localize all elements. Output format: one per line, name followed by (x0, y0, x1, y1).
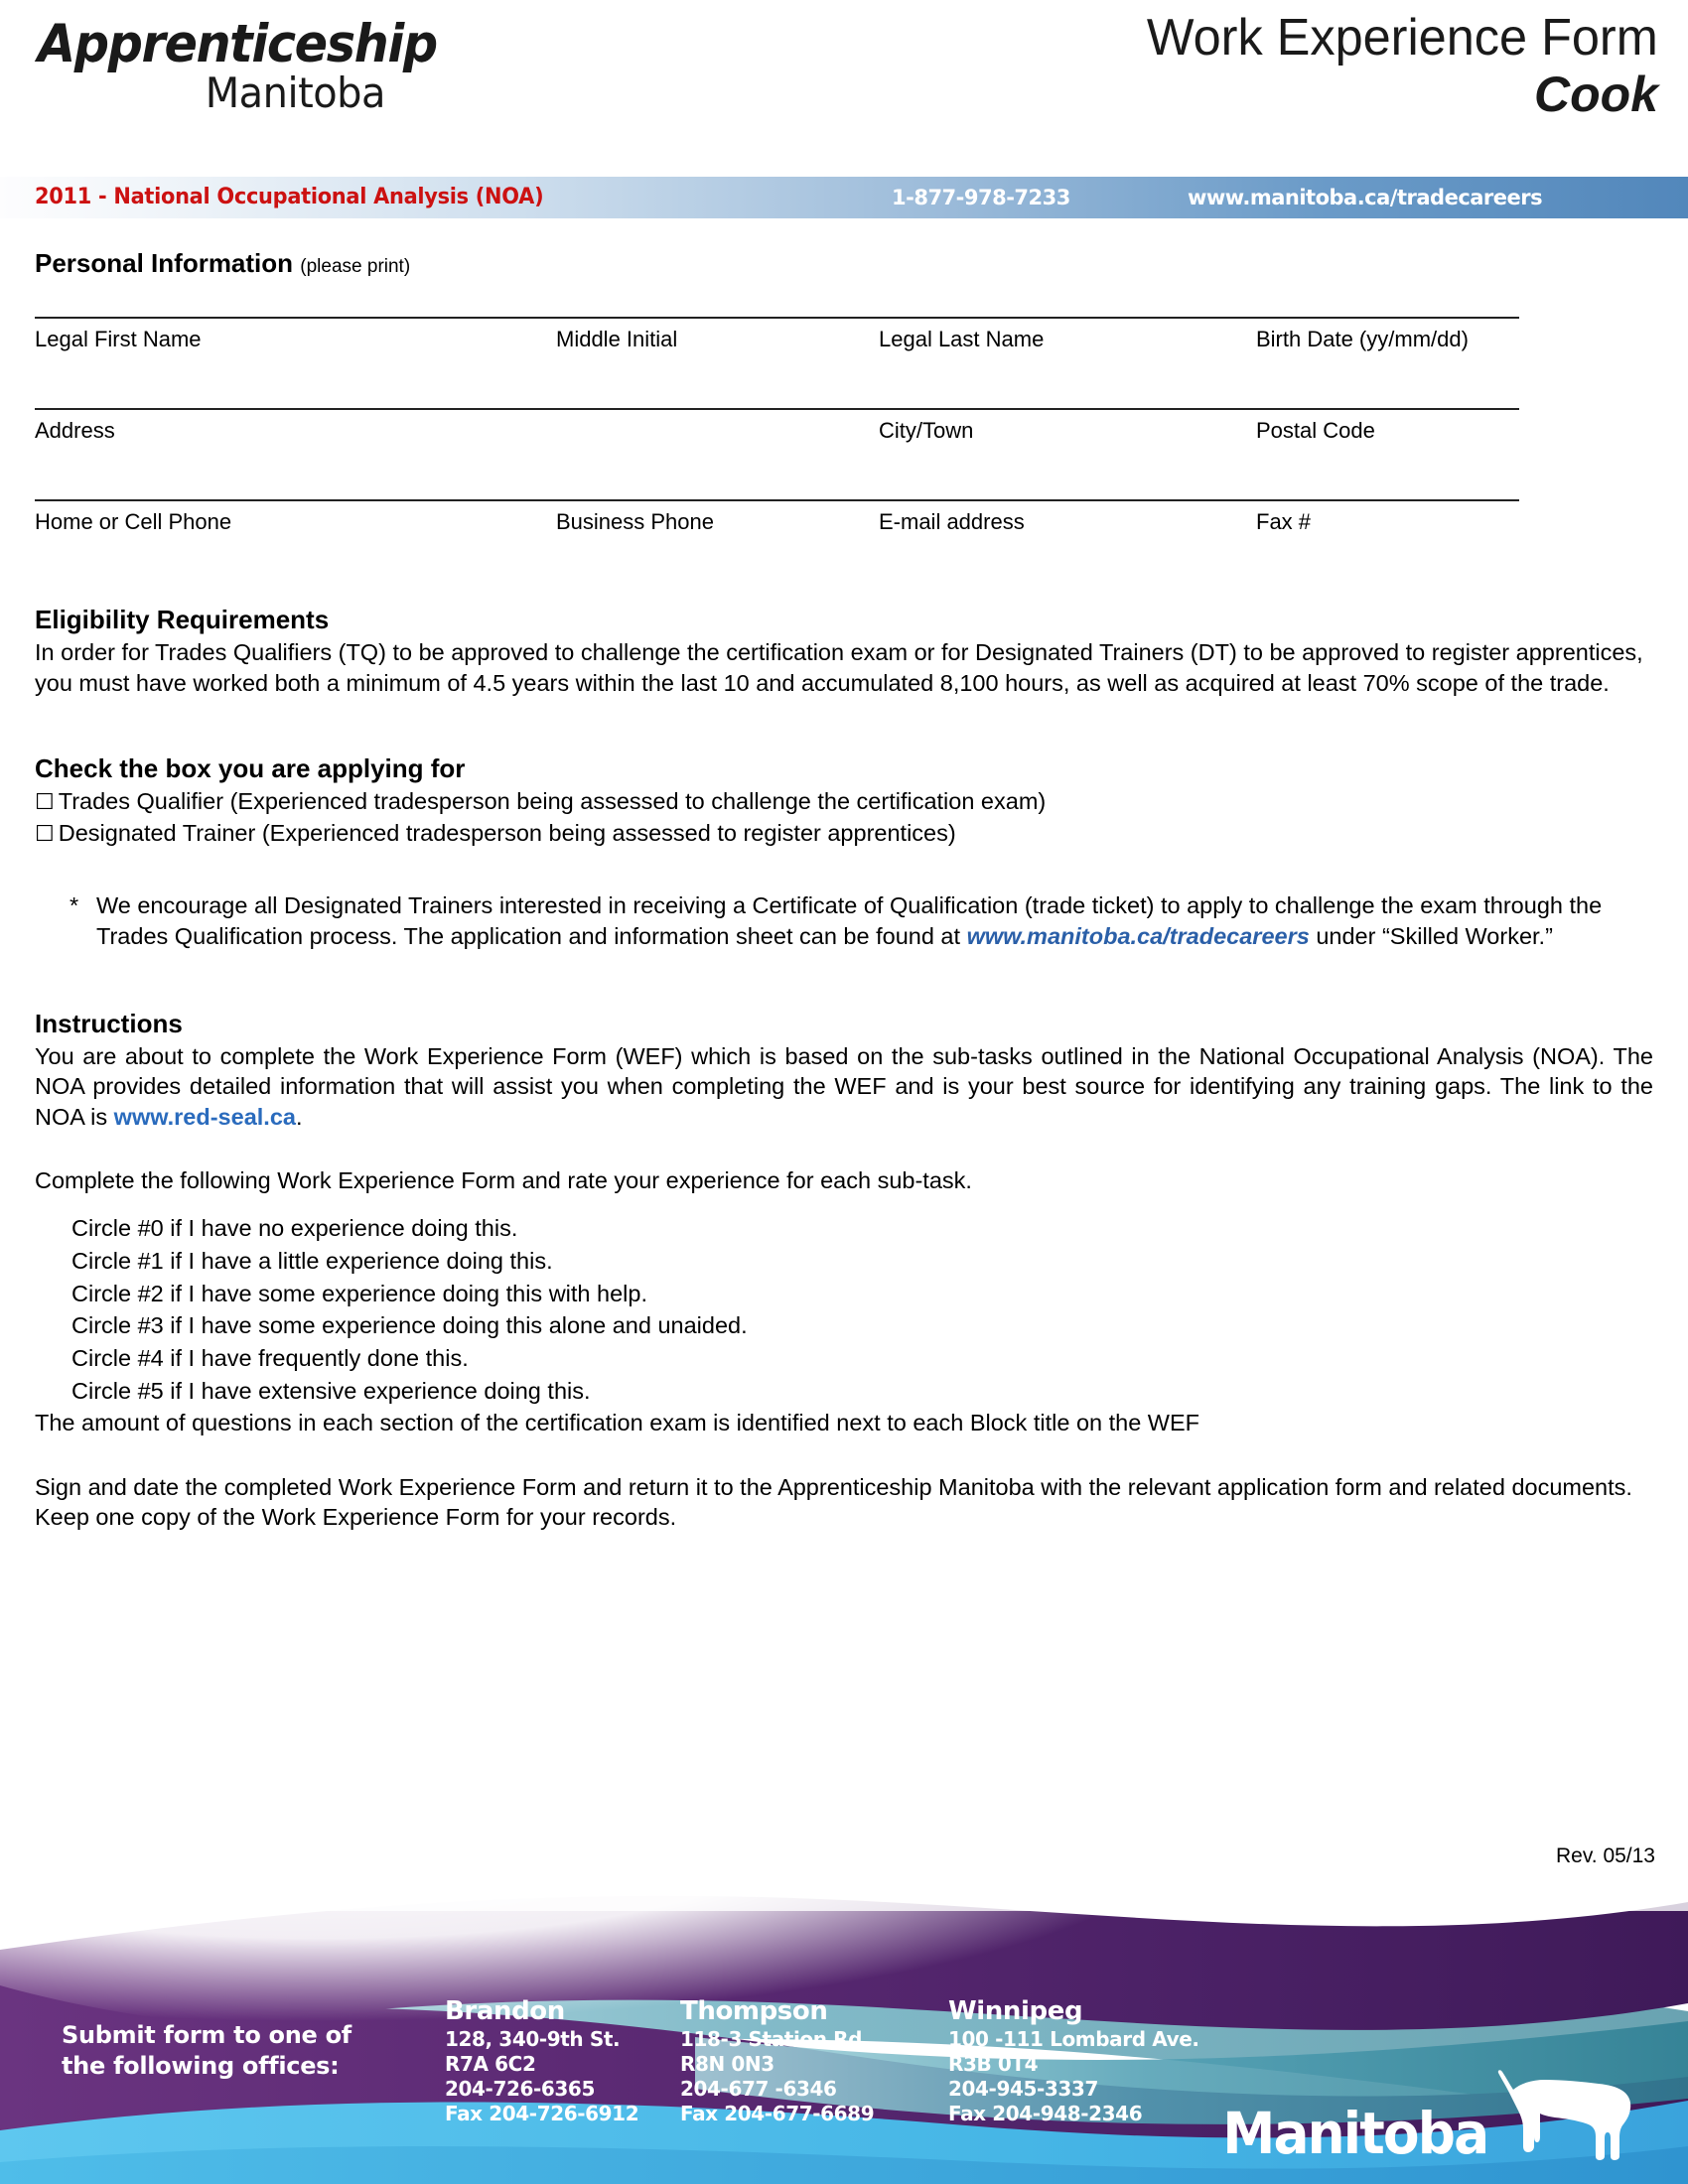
manitoba-wordmark: Manitoba (1221, 2100, 1487, 2167)
red-seal-link[interactable]: www.red-seal.ca (113, 1103, 296, 1130)
footer-top-fade-2 (0, 1881, 1688, 1911)
field-label-home-or-cell-phone: Home or Cell Phone (35, 509, 232, 534)
office-fax-line: Fax 204-948-2346 (948, 2102, 1143, 2126)
form-field-row (35, 499, 1653, 591)
tradecareers-link[interactable]: www.manitoba.ca/tradecareers (966, 923, 1310, 950)
office-city-thompson: Thompson (680, 1996, 828, 2026)
rating-scale-item-1: Circle #1 if I have a little experience doing this. (71, 1247, 553, 1274)
eligibility-body: In order for Trades Qualifiers (TQ) to be approved to challenge the certification exam or for Designated Trainers (DT) to be approved to register apprentices, you must have worked both a minimum of 4.5 years within the last 10 and accumulated 8,100 hours, as well as acquired at least 70% scope of the trade. (35, 639, 1643, 696)
checkbox-option-trades-qualifier[interactable] (35, 786, 1653, 817)
personal-information-heading-text: Personal Information (35, 248, 294, 278)
office-postal-line: R3B 0T4 (948, 2051, 1039, 2076)
instructions-paragraph-3: The amount of questions in each section of the certification exam is identified next to each Block title on the WEF (35, 1410, 1200, 1436)
instructions-text-part2: . (295, 1103, 303, 1130)
field-label-business-phone: Business Phone (556, 509, 714, 534)
office-winnipeg (948, 1997, 1199, 2126)
page-title: Work Experience Form (1147, 9, 1658, 67)
personal-information-heading (35, 248, 1653, 279)
checkbox-option-designated-trainer[interactable] (35, 818, 1653, 849)
submit-instruction-line1: Submit form to one of (62, 2021, 352, 2049)
field-label-email-address: E-mail address (879, 509, 1025, 534)
office-city-brandon: Brandon (445, 1996, 565, 2026)
field-label-legal-first-name: Legal First Name (35, 327, 202, 351)
rating-scale-item-3: Circle #3 if I have some experience doing this alone and unaided. (71, 1312, 748, 1339)
office-phone-line: 204-677 -6346 (680, 2077, 837, 2101)
check-box-heading: Check the box you are applying for (35, 753, 466, 784)
field-rule (35, 408, 1519, 410)
office-postal-line: R7A 6C2 (445, 2051, 536, 2076)
designated-trainer-note (35, 890, 1653, 953)
banner-website-link[interactable]: www.manitoba.ca/tradecareers (1188, 186, 1543, 209)
office-thompson (680, 1997, 874, 2126)
field-label-fax: Fax # (1256, 509, 1312, 534)
office-fax-line: Fax 204-726-6912 (445, 2102, 639, 2126)
banner-phone-number: 1-877-978-7233 (892, 186, 1070, 209)
instructions-paragraph-2: Complete the following Work Experience Form and rate your experience for each sub-task. (35, 1167, 972, 1194)
office-postal-line: R8N 0N3 (680, 2051, 774, 2076)
office-address-line: 100 -111 Lombard Ave. (948, 2026, 1199, 2051)
page-header (0, 0, 1688, 174)
field-rule (35, 499, 1519, 501)
bison-icon (1487, 2059, 1636, 2162)
revision-label: Rev. 05/13 (1555, 1844, 1655, 1867)
info-banner (0, 177, 1688, 218)
trade-name: Cook (1534, 67, 1658, 123)
submit-instruction-label (62, 2020, 352, 2081)
field-label-city-town: City/Town (879, 418, 974, 443)
field-label-address: Address (35, 418, 115, 443)
rating-scale-list (35, 1212, 1653, 1408)
logo-line-apprenticeship: Apprenticeship (38, 14, 437, 74)
instructions-paragraph-1 (35, 1041, 1653, 1133)
checkbox-label-designated-trainer: Designated Trainer (Experienced tradesperson being assessed to register apprentices) (58, 819, 956, 846)
field-rule (35, 317, 1519, 319)
field-label-postal-code: Postal Code (1256, 418, 1375, 443)
field-label-birth-date: Birth Date (yy/mm/dd) (1256, 327, 1469, 351)
instructions-text-part1: You are about to complete the Work Experience Form (WEF) which is based on the sub-tasks outlined in the National Occupational Analysis (NOA). The NOA provides detailed information that will assist you when completing the WEF and is your best source for identifying any training gaps. The link to the NOA is (35, 1042, 1653, 1130)
checkbox-label-trades-qualifier: Trades Qualifier (Experienced tradesperson being assessed to challenge the certification exam) (58, 788, 1047, 815)
checkbox-icon[interactable]: ☐ (35, 821, 55, 847)
footer-top-fade (0, 1827, 1688, 1884)
office-brandon (445, 1997, 638, 2126)
form-field-row (35, 317, 1653, 408)
note-text-part2: under “Skilled Worker.” (1309, 923, 1553, 950)
main-content (0, 218, 1688, 1533)
rating-scale-item-0: Circle #0 if I have no experience doing this. (71, 1214, 518, 1241)
header-title-block (1131, 10, 1658, 122)
office-city-winnipeg: Winnipeg (948, 1996, 1083, 2026)
apprenticeship-manitoba-logo (38, 14, 465, 117)
note-asterisk: * (70, 892, 79, 919)
instructions-paragraph-4: Sign and date the completed Work Experience Form and return it to the Apprenticeship Manitoba with the relevant application form and related documents. Keep one copy of the Work Experience Form for your records. (35, 1473, 1632, 1531)
personal-information-fields (35, 317, 1653, 591)
manitoba-government-logo (1199, 2059, 1636, 2167)
office-phone-line: 204-726-6365 (445, 2077, 595, 2101)
field-label-legal-last-name: Legal Last Name (879, 327, 1045, 351)
page-footer (0, 1827, 1688, 2184)
rating-scale-item-5: Circle #5 if I have extensive experience doing this. (71, 1378, 591, 1405)
instructions-heading: Instructions (35, 1008, 183, 1038)
office-address-line: 118-3 Station Rd. (680, 2026, 870, 2051)
rating-scale-item-2: Circle #2 if I have some experience doing this with help. (71, 1280, 647, 1306)
office-address-line: 128, 340-9th St. (445, 2026, 621, 2051)
field-label-middle-initial: Middle Initial (556, 327, 678, 351)
banner-noa-label: 2011 - National Occupational Analysis (NOA) (35, 185, 544, 209)
rating-scale-item-4: Circle #4 if I have frequently done this. (71, 1345, 469, 1372)
note-text-part1: We encourage all Designated Trainers interested in receiving a Certificate of Qualification (trade ticket) to apply to challenge the exam through the Trades Qualification process. The application and information sheet can be found at (96, 892, 1603, 950)
logo-line-manitoba: Manitoba (205, 68, 385, 117)
checkbox-icon[interactable]: ☐ (35, 790, 55, 816)
please-print-note: (please print) (300, 256, 411, 277)
submit-instruction-line2: the following offices: (62, 2051, 340, 2080)
office-phone-line: 204-945-3337 (948, 2077, 1098, 2101)
eligibility-heading: Eligibility Requirements (35, 605, 330, 634)
form-field-row (35, 408, 1653, 499)
office-fax-line: Fax 204-677-6689 (680, 2102, 875, 2126)
